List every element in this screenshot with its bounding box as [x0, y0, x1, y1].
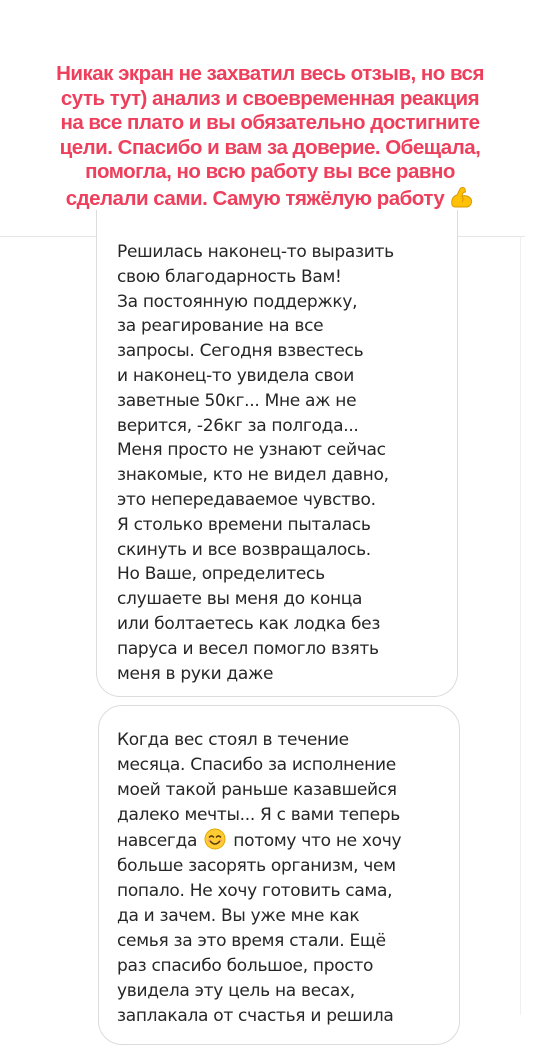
- message-line: месяца. Спасибо за исполнение: [117, 755, 396, 775]
- message-fragment: потому что не хочу: [233, 831, 402, 851]
- caption-line: цели. Спасибо и вам за доверие. Обещала,: [59, 135, 481, 159]
- message-line: далеко мечты... Я с вами теперь: [117, 805, 400, 825]
- message-line: раз спасибо большое, просто: [117, 956, 374, 976]
- message-line: Решилась наконец-то выразить: [117, 242, 394, 262]
- caption-fragment: сделали сами. Самую тяжёлую работу: [65, 186, 445, 210]
- message-line: Я столько времени пыталась: [117, 514, 371, 535]
- message-fragment: навсегда: [117, 831, 198, 851]
- message-line: знакомые, кто не видел давно,: [117, 465, 389, 486]
- caption-line: на все плато и вы обязательно достигните: [60, 111, 480, 134]
- message-line: заплакала от счастья и решила: [117, 1006, 394, 1026]
- message-line: да и зачем. Вы уже мне как: [117, 906, 360, 926]
- message-line: Меня просто не узнают сейчас: [117, 440, 386, 461]
- message-bubble-2: [98, 705, 460, 1045]
- message-bubble-1: [96, 210, 458, 697]
- caption-line: помогла, но всю работу вы все равно: [85, 160, 455, 183]
- flexed-biceps-emoji-icon: [448, 185, 474, 209]
- message-line: запросы. Сегодня взвестесь: [117, 341, 364, 362]
- message-line: заветные 50кг... Мне аж не: [117, 390, 357, 411]
- message-line: свою благодарность Вам!: [117, 266, 342, 287]
- message-line: меня в руки даже: [117, 663, 274, 684]
- message-line: за реагирование на все: [117, 316, 324, 337]
- message-line: семья за это время стали. Ещё: [117, 931, 386, 951]
- message-line: больше засорять организм, чем: [117, 856, 396, 876]
- caption-line-last: [14, 185, 526, 212]
- caption-line: суть тут) анализ и своевременная реакция: [60, 86, 480, 110]
- caption-line: Никак экран не захватил весь отзыв, но вся: [56, 62, 484, 85]
- smiling-face-emoji-icon: [204, 828, 226, 850]
- message-line: или болтаетесь как лодка без: [117, 613, 381, 634]
- message-line: верится, -26кг за полгода...: [117, 415, 359, 436]
- message-line: моей такой раньше казавшейся: [117, 780, 397, 800]
- message-line: За постоянную поддержку,: [117, 291, 358, 312]
- screenshot-right-edge: [520, 236, 521, 1015]
- message-line: скинуть и все возвращалось.: [117, 539, 371, 560]
- message-line: паруса и весел помогло взять: [117, 638, 379, 659]
- message-line: это непередаваемое чувство.: [117, 489, 376, 510]
- message-line-with-emoji: [117, 828, 459, 854]
- message-line: увидела эту цель на весах,: [117, 981, 355, 1001]
- story-caption: [14, 62, 526, 211]
- message-line: попало. Не хочу готовить сама,: [117, 881, 393, 901]
- message-line: Но Ваше, определитесь: [117, 564, 325, 585]
- message-line: Когда вес стоял в течение: [117, 730, 349, 750]
- message-line: слушаете вы меня до конца: [117, 589, 363, 610]
- message-line: и наконец-то увидела свои: [117, 365, 354, 386]
